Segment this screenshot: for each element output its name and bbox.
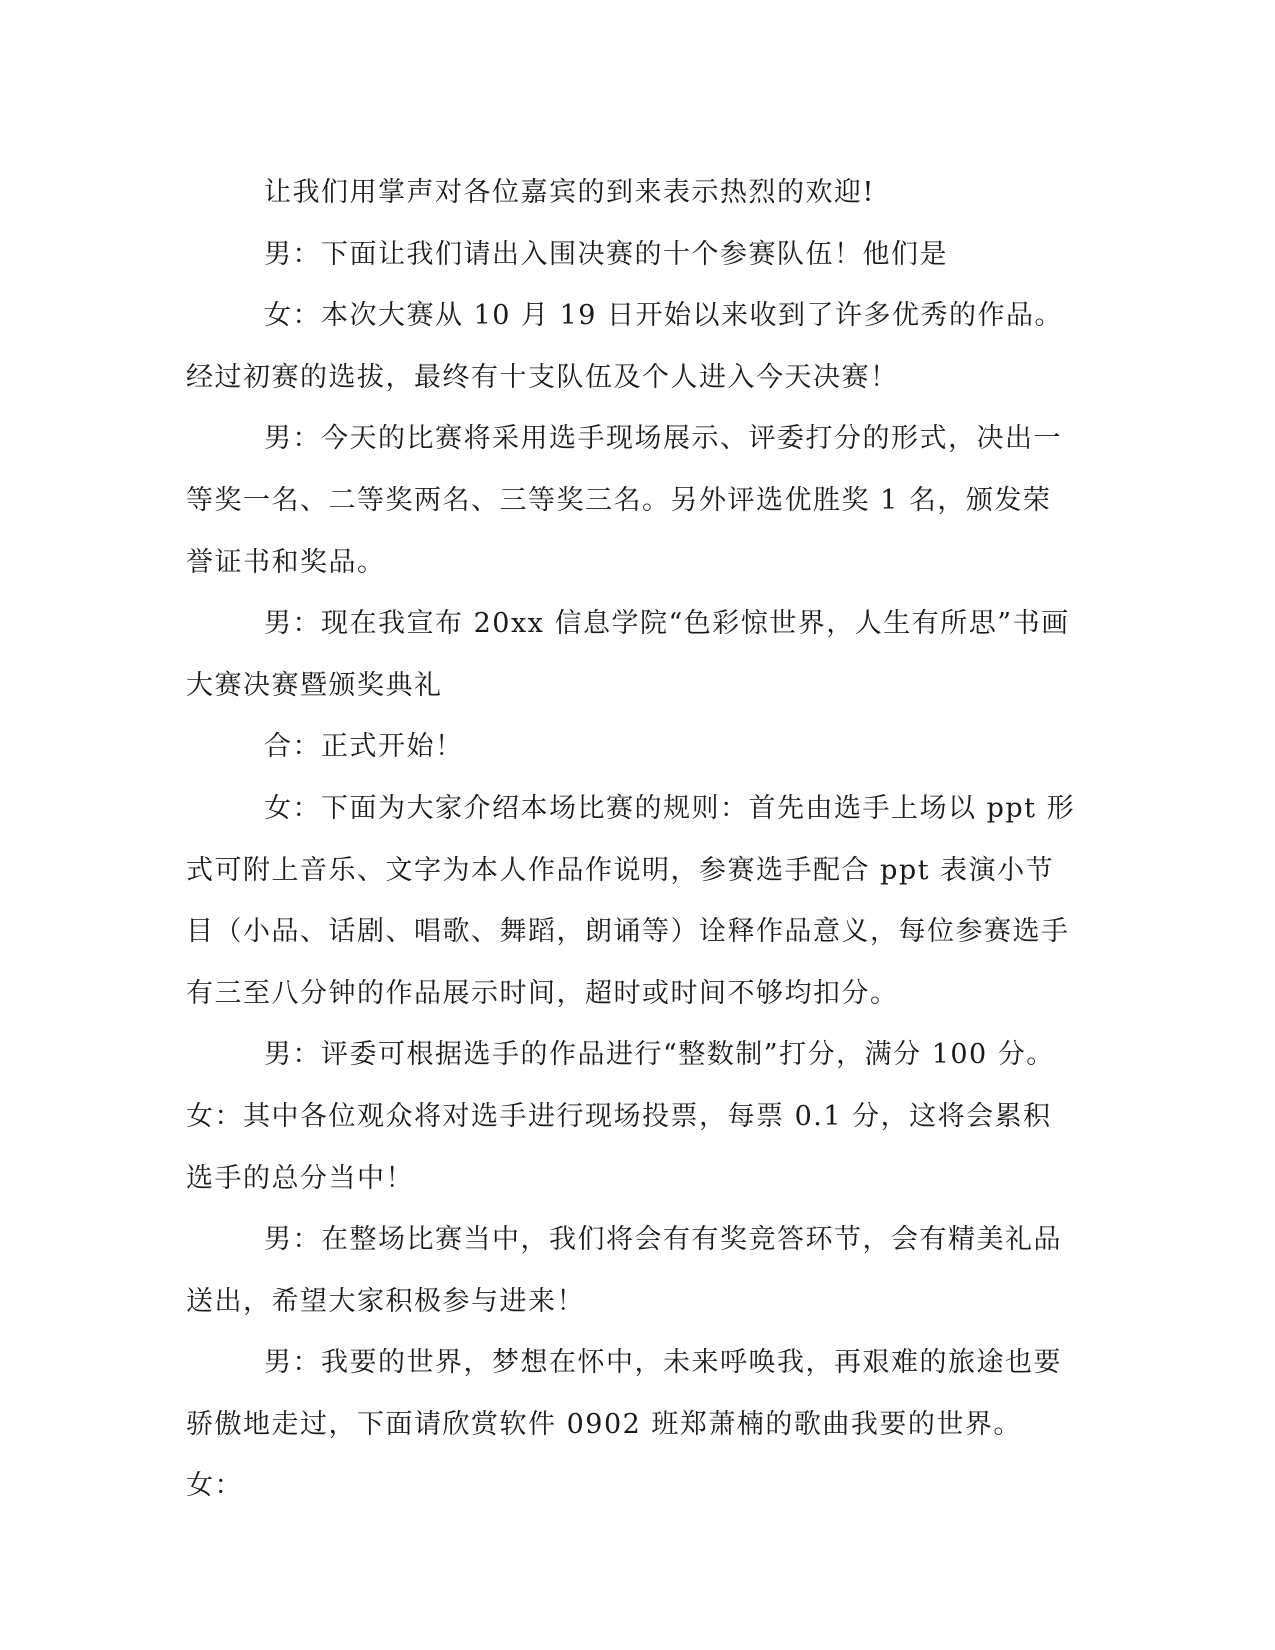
paragraph-contest-history: 女：本次大赛从 10 月 19 日开始以来收到了许多优秀的作品。经过初赛的选拔，最终有十支队伍及个人进入今天决赛！ <box>186 300 1064 393</box>
paragraph-teams-intro: 男：下面让我们请出入围决赛的十个参赛队伍！他们是 <box>264 238 948 270</box>
paragraph-quiz: 男：在整场比赛当中，我们将会有有奖竞答环节，会有精美礼品送出，希望大家积极参与进来！ <box>186 1224 1062 1317</box>
paragraph-scoring: 男：评委可根据选手的作品进行“整数制”打分，满分 100 分。女：其中各位观众将对选手进行现场投票，每票 0.1 分，这将会累积选手的总分当中！ <box>186 1039 1055 1194</box>
paragraph-rules: 女：下面为大家介绍本场比赛的规则：首先由选手上场以 ppt 形式可附上音乐、文字为本人作品作说明，参赛选手配合 ppt 表演小节目（小品、话剧、唱歌、舞蹈，朗诵等）诠释作品意义，每位参赛选手有三至八分钟的作品展示时间，超时或时间不够均扣分。 <box>186 792 1076 1009</box>
paragraph-welcome: 让我们用掌声对各位嘉宾的到来表示热烈的欢迎! <box>264 177 875 208</box>
paragraph-announcement: 男：现在我宣布 20xx 信息学院“色彩惊世界，人生有所思”书画大赛决赛暨颁奖典礼 <box>186 608 1070 701</box>
paragraph-performance: 男：我要的世界，梦想在怀中，未来呼唤我，再艰难的旅途也要骄傲地走过，下面请欣赏软件 0902 班郑萧楠的歌曲我要的世界。女： <box>186 1347 1062 1502</box>
paragraph-start: 合：正式开始！ <box>264 731 464 763</box>
document-body <box>186 162 1076 1517</box>
paragraph-awards: 男：今天的比赛将采用选手现场展示、评委打分的形式，决出一等奖一名、二等奖两名、三等奖三名。另外评选优胜奖 1 名，颁发荣誉证书和奖品。 <box>186 423 1062 578</box>
